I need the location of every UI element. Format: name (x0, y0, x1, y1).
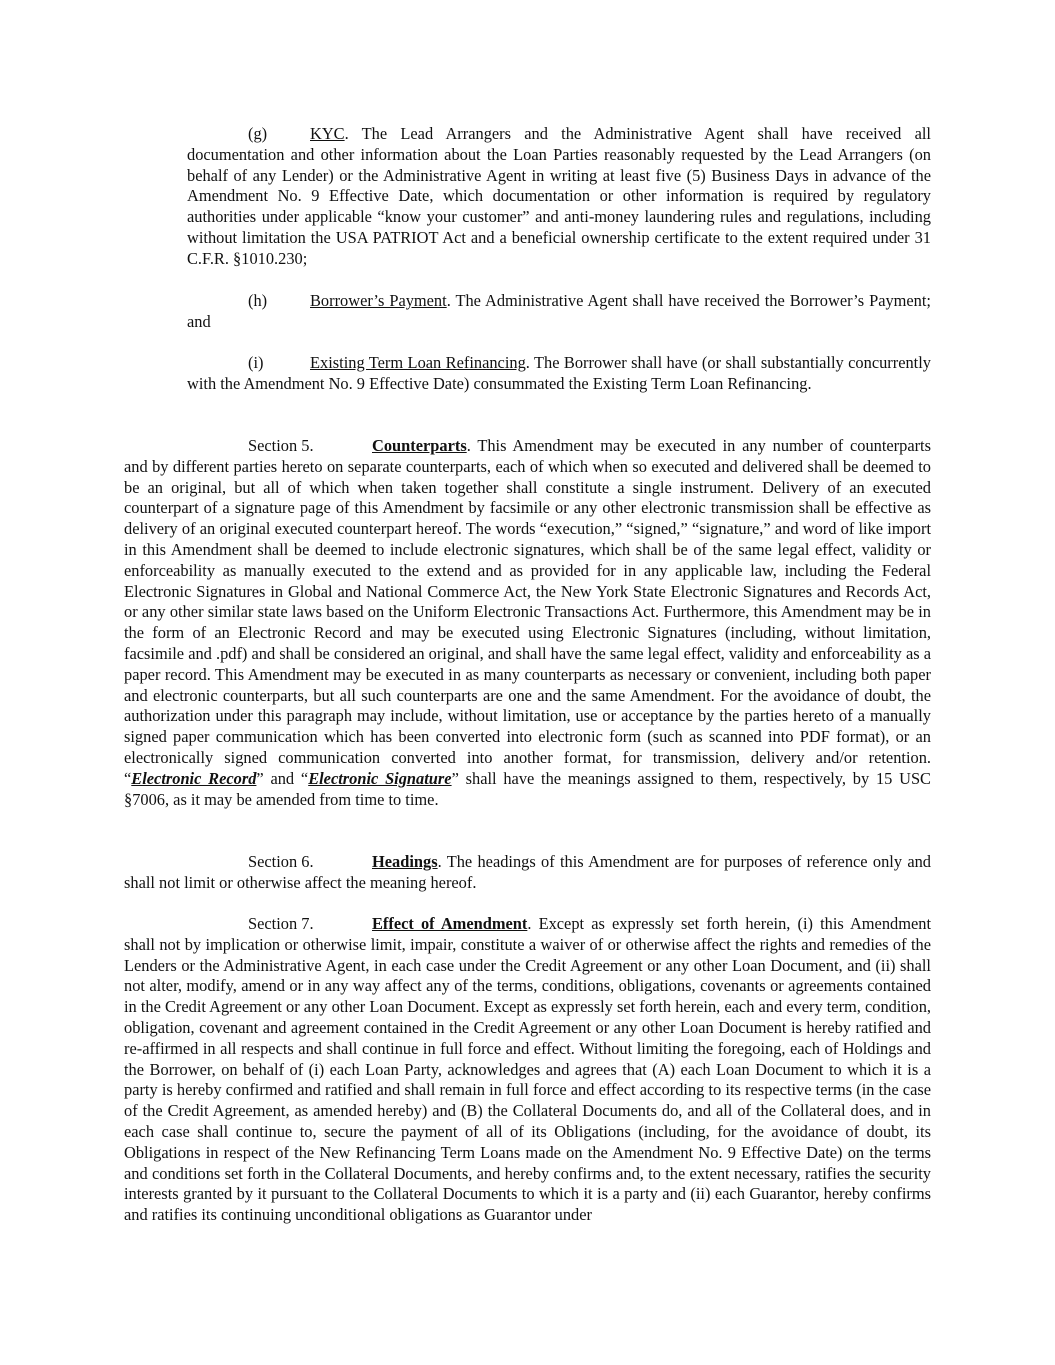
section-5-text-a: . This Amendment may be executed in any number of counterparts and by different parties hereto on separate counterparts, each of which when so executed and delivered shall be deemed to be an original, but all of which when taken together shall constitute a single instrument. Delivery of an executed counterpart of a signature page of this Amendment by facsimile or any other electronic transmission shall be effective as delivery of an original executed counterpart hereof. The words “execution,” “signed,” “signature,” and word of like import in this Amendment shall be deemed to include electronic signatures, which shall be of the same legal effect, validity or enforceability as manually executed to the extend and as provided for in any applicable law, including the Federal Electronic Signatures in Global and National Commerce Act, the New York State Electronic Signatures and Records Act, or any other similar state laws based on the Uniform Electronic Transactions Act. Furthermore, this Amendment may be in the form of an Electronic Record and may be executed using Electronic Signatures (including, without limitation, facsimile and .pdf) and shall be considered an original, and shall have the same legal effect, validity and enforceability as a paper record. This Amendment may be executed in as many counterparts as necessary or convenient, including both paper and electronic counterparts, but all such counterparts are one and the same Amendment. For the avoidance of doubt, the authorization under this paragraph may include, without limitation, use or acceptance by the parties hereto of a manually signed paper communication which has been converted into electronic form (such as scanned into PDF format), or an electronically signed communication converted into another format, for transmission, delivery and/or retention. “ (124, 436, 931, 788)
section-7 (124, 914, 931, 1226)
section-6 (124, 852, 931, 894)
paragraph-h-title: Borrower’s Payment (310, 291, 447, 310)
section-5 (124, 436, 931, 810)
section-7-heading: Effect of Amendment (372, 914, 528, 933)
paragraph-h-text: . The Administrative Agent shall have received the Borrower’s Payment; and (187, 291, 931, 331)
section-7-label: Section 7. (248, 914, 314, 933)
paragraph-i-title: Existing Term Loan Refinancing (310, 353, 526, 372)
paragraph-h (187, 291, 931, 333)
section-7-text: . Except as expressly set forth herein, (i) this Amendment shall not by implication or otherwise limit, impair, constitute a waiver of or otherwise affect the rights and remedies of the Lenders or the Administrative Agent, in each case under the Credit Agreement or any other Loan Document, and (ii) shall not alter, modify, amend or in any way affect any of the terms, conditions, obligations, covenants or agreements contained in the Credit Agreement or any other Loan Document. Except as expressly set forth herein, each and every term, condition, obligation, covenant and agreement contained in the Credit Agreement or any other Loan Document is hereby ratified and re-affirmed in all respects and shall continue in full force and effect. Without limiting the foregoing, each of Holdings and the Borrower, on behalf of (i) each Loan Party, acknowledges and agrees that (A) each Loan Document to which it is a party is hereby confirmed and ratified and shall remain in full force and effect according to its respective terms (in the case of the Credit Agreement, as amended hereby) and (B) the Collateral Documents do, and all of the Collateral does, and in each case shall continue to, secure the payment of all of its Obligations (including, for the avoidance of doubt, its Obligations in respect of the New Refinancing Term Loans made on the Amendment No. 9 Effective Date) on the terms and conditions set forth in the Collateral Documents, and hereby confirms and, to the extent necessary, ratifies the security interests granted by it pursuant to the Collateral Documents to which it is a party and (ii) each Guarantor, hereby confirms and ratifies its continuing unconditional obligations as Guarantor under (124, 914, 931, 1225)
paragraph-i (187, 353, 931, 395)
paragraph-g-title: KYC (310, 124, 345, 143)
paragraph-g (187, 124, 931, 270)
defined-term-electronic-record: Electronic Record (131, 768, 257, 788)
paragraph-g-label: (g) (248, 124, 268, 143)
section-6-label: Section 6. (248, 852, 314, 871)
paragraph-g-text: . The Lead Arrangers and the Administrative Agent shall have received all documentation and other information about the Loan Parties reasonably requested by the Lead Arrangers (on behalf of any Lender) or the Administrative Agent in writing at least five (5) Business Days in advance of the Amendment No. 9 Effective Date, which documentation or other information is required by regulatory authorities under applicable “know your customer” and anti-money laundering rules and regulations, including without limitation the USA PATRIOT Act and a beneficial ownership certificate to the extent required under 31 C.F.R. §1010.230; (187, 124, 931, 268)
defined-term-electronic-signature: Electronic Signature (308, 768, 452, 788)
section-5-text-b: ” and “ (256, 768, 309, 788)
section-5-heading: Counterparts (372, 436, 467, 455)
section-5-text-c: ” shall have the meanings assigned to them, respectively, by 15 USC §7006, as it may be amended from time to time. (124, 768, 931, 809)
paragraph-i-label: (i) (248, 353, 264, 372)
section-6-heading: Headings (372, 852, 438, 871)
paragraph-h-label: (h) (248, 291, 268, 310)
paragraph-i-text: . The Borrower shall have (or shall substantially concurrently with the Amendment No. 9 Effective Date) consummated the Existing Term Loan Refinancing. (187, 353, 931, 393)
section-5-label: Section 5. (248, 436, 314, 455)
section-6-text: . The headings of this Amendment are for purposes of reference only and shall not limit or otherwise affect the meaning hereof. (124, 852, 931, 892)
